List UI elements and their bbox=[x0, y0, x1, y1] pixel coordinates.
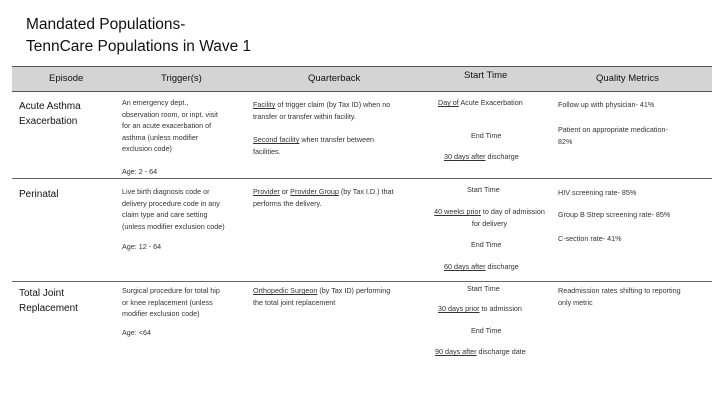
trigger-line: modifier exclusion code) bbox=[122, 309, 200, 318]
quarterback-joint bbox=[253, 285, 423, 308]
episode-perinatal: Perinatal bbox=[19, 189, 59, 200]
start-text: to admission bbox=[479, 304, 522, 313]
quality-perinatal-3: C-section rate- 41% bbox=[558, 234, 622, 243]
start-text: for delivery bbox=[471, 218, 508, 228]
quarterback-asthma-primary bbox=[253, 99, 423, 122]
start-text: to day of admission bbox=[480, 207, 545, 216]
start-time-perinatal bbox=[422, 206, 557, 229]
trigger-perinatal bbox=[122, 186, 247, 232]
age-joint: Age: <64 bbox=[122, 328, 151, 337]
episode-asthma bbox=[19, 99, 81, 129]
start-time-label: Start Time bbox=[467, 284, 500, 293]
quarterback-text: transfer or transfer within facility. bbox=[253, 111, 356, 121]
col-header-trigger: Trigger(s) bbox=[161, 73, 202, 84]
end-keyword: 60 days after bbox=[444, 262, 486, 271]
quality-text: 82% bbox=[558, 136, 573, 146]
title-line-1: Mandated Populations- bbox=[26, 16, 186, 33]
trigger-line: observation room, or inpt. visit bbox=[122, 109, 218, 119]
episode-label: Acute Asthma bbox=[19, 101, 81, 112]
end-time-label: End Time bbox=[471, 326, 502, 335]
episode-label: Replacement bbox=[19, 303, 78, 314]
quarterback-keyword: Provider Group bbox=[290, 187, 339, 196]
quality-asthma-1: Follow up with physician- 41% bbox=[558, 100, 655, 109]
quality-text: Patient on appropriate medication- bbox=[558, 125, 668, 134]
trigger-line: An emergency dept., bbox=[122, 98, 189, 107]
quarterback-text: (by Tax ID) performing bbox=[317, 286, 391, 295]
end-time-perinatal bbox=[444, 261, 519, 273]
start-keyword: 30 days prior bbox=[438, 304, 480, 313]
row-divider bbox=[12, 178, 712, 179]
col-header-start-time: Start Time bbox=[464, 70, 508, 81]
quality-text: only metric bbox=[558, 297, 593, 307]
episode-label: Total Joint bbox=[19, 288, 65, 299]
episode-joint bbox=[19, 286, 78, 316]
trigger-line: delivery procedure code in any bbox=[122, 198, 220, 208]
end-time-label: End Time bbox=[471, 240, 502, 249]
end-keyword: 30 days after bbox=[444, 152, 486, 161]
col-header-quarterback: Quarterback bbox=[308, 73, 361, 84]
trigger-asthma bbox=[122, 97, 247, 155]
quarterback-text: facilities. bbox=[253, 146, 281, 156]
trigger-line: Live birth diagnosis code or bbox=[122, 187, 210, 196]
trigger-line: Surgical procedure for total hip bbox=[122, 286, 220, 295]
end-time-joint bbox=[435, 346, 526, 358]
start-time-asthma bbox=[438, 97, 523, 109]
title-line-2: TennCare Populations in Wave 1 bbox=[26, 38, 252, 55]
age-perinatal: Age: 12 - 64 bbox=[122, 242, 162, 251]
col-header-quality: Quality Metrics bbox=[596, 73, 659, 84]
trigger-joint bbox=[122, 285, 247, 320]
quality-text: Readmission rates shifting to reporting bbox=[558, 286, 681, 295]
quarterback-text: when transfer between bbox=[299, 135, 375, 144]
trigger-line: asthma (unless modifier bbox=[122, 132, 199, 142]
quarterback-keyword: Orthopedic Surgeon bbox=[253, 286, 318, 295]
end-text: discharge bbox=[485, 262, 519, 271]
page-title bbox=[26, 14, 251, 58]
trigger-line: or knee replacement (unless bbox=[122, 297, 213, 307]
quality-perinatal-1: HIV screening rate- 85% bbox=[558, 188, 637, 197]
end-keyword: 90 days after bbox=[435, 347, 477, 356]
end-text: discharge date bbox=[476, 347, 526, 356]
quarterback-text: of trigger claim (by Tax ID) when no bbox=[275, 100, 391, 109]
quality-asthma-2 bbox=[558, 124, 668, 147]
row-divider bbox=[12, 281, 712, 282]
quarterback-asthma-transfer bbox=[253, 134, 423, 157]
age-asthma: Age: 2 - 64 bbox=[122, 167, 158, 176]
quarterback-text: (by Tax I.D.) that bbox=[338, 187, 394, 196]
end-time-label: End Time bbox=[471, 131, 502, 140]
trigger-line: for an acute exacerbation of bbox=[122, 121, 212, 130]
col-header-episode: Episode bbox=[49, 73, 84, 84]
quarterback-keyword: Facility bbox=[253, 100, 276, 109]
start-text: Acute Exacerbation bbox=[458, 98, 523, 107]
quality-joint bbox=[558, 285, 681, 308]
episode-label: Exacerbation bbox=[19, 116, 78, 127]
trigger-line: claim type and care setting bbox=[122, 210, 208, 219]
quarterback-text: or bbox=[279, 187, 291, 196]
table-header bbox=[12, 66, 712, 92]
end-time-asthma bbox=[444, 151, 519, 163]
start-keyword: Day of bbox=[438, 98, 459, 107]
quarterback-keyword: Second facility bbox=[253, 135, 300, 144]
quarterback-text: performs the delivery. bbox=[253, 198, 322, 208]
quality-perinatal-2: Group B Strep screening rate- 85% bbox=[558, 210, 671, 219]
start-time-label: Start Time bbox=[467, 185, 500, 194]
quarterback-text: the total joint replacement bbox=[253, 297, 336, 307]
end-text: discharge bbox=[485, 152, 519, 161]
start-keyword: 40 weeks prior bbox=[434, 207, 481, 216]
quarterback-keyword: Provider bbox=[253, 187, 280, 196]
quarterback-perinatal bbox=[253, 186, 423, 209]
trigger-line: (unless modifier exclusion code) bbox=[122, 221, 225, 231]
start-time-joint bbox=[438, 303, 522, 315]
trigger-line: exclusion code) bbox=[122, 144, 172, 153]
